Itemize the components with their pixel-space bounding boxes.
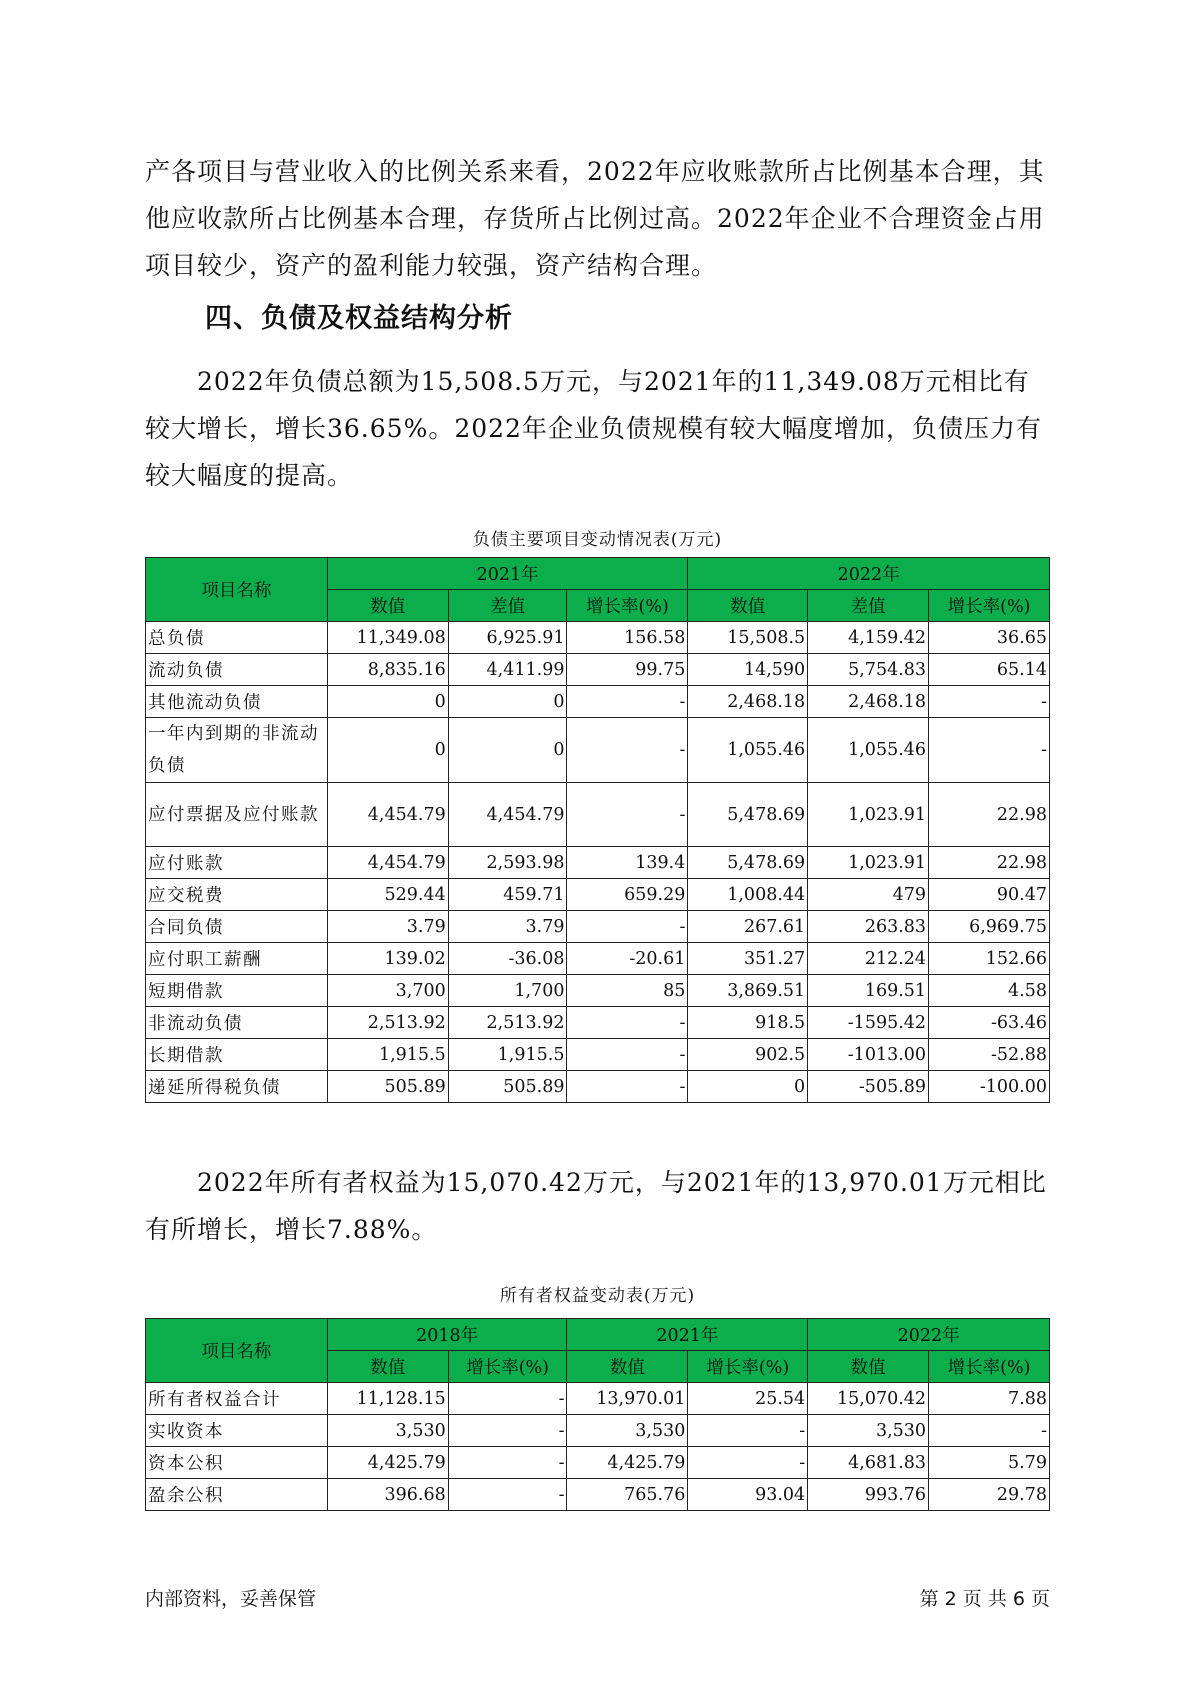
table-row bbox=[146, 654, 1050, 686]
row-label: 短期借款 bbox=[146, 975, 328, 1007]
table-cell: - bbox=[688, 1415, 808, 1447]
table-cell: 6,925.91 bbox=[448, 622, 567, 654]
table-row bbox=[146, 879, 1050, 911]
table-cell: 4,425.79 bbox=[567, 1447, 688, 1479]
paragraph-asset-ratio: 产各项目与营业收入的比例关系来看，2022年应收账款所占比例基本合理，其他应收款所占比例基本合理，存货所占比例过高。2022年企业不合理资金占用项目较少，资产的盈利能力较强，资产结构合理。 bbox=[145, 157, 1045, 280]
table1-sub-header: 数值 bbox=[327, 590, 448, 622]
table-cell: 1,915.5 bbox=[448, 1039, 567, 1071]
table-cell: 2,513.92 bbox=[448, 1007, 567, 1039]
table2-caption: 所有者权益变动表(万元) bbox=[499, 1286, 696, 1306]
table-cell: 2,593.98 bbox=[448, 847, 567, 879]
table2-year-header: 2021年 bbox=[567, 1319, 808, 1351]
table-row bbox=[146, 975, 1050, 1007]
table-cell: 267.61 bbox=[688, 911, 808, 943]
table-cell: 152.66 bbox=[929, 943, 1050, 975]
table-cell: 4,681.83 bbox=[808, 1447, 929, 1479]
table-cell: - bbox=[929, 1415, 1050, 1447]
table-cell: - bbox=[567, 1071, 688, 1103]
table-cell: 4,425.79 bbox=[327, 1447, 448, 1479]
row-label: 长期借款 bbox=[146, 1039, 328, 1071]
table1-sub-header: 差值 bbox=[448, 590, 567, 622]
table-row bbox=[146, 1415, 1050, 1447]
table-cell: 6,969.75 bbox=[929, 911, 1050, 943]
table-cell: 263.83 bbox=[808, 911, 929, 943]
table-cell: 3,530 bbox=[808, 1415, 929, 1447]
table-cell: - bbox=[929, 718, 1050, 783]
table-cell: 4,159.42 bbox=[808, 622, 929, 654]
row-label: 一年内到期的非流动负债 bbox=[146, 718, 328, 783]
table-cell: 459.71 bbox=[448, 879, 567, 911]
table1-year-header: 2022年 bbox=[688, 558, 1050, 590]
table-cell: 0 bbox=[688, 1071, 808, 1103]
table-cell: 0 bbox=[448, 718, 567, 783]
row-label: 盈余公积 bbox=[146, 1479, 328, 1511]
table-cell: 0 bbox=[327, 718, 448, 783]
table-row bbox=[146, 718, 1050, 783]
table-cell: 2,468.18 bbox=[688, 686, 808, 718]
table-cell: 4.58 bbox=[929, 975, 1050, 1007]
table-cell: - bbox=[567, 718, 688, 783]
table-cell: 396.68 bbox=[327, 1479, 448, 1511]
table-cell: 3,530 bbox=[327, 1415, 448, 1447]
table-cell: 3.79 bbox=[448, 911, 567, 943]
table-cell: 529.44 bbox=[327, 879, 448, 911]
table-cell: 5,754.83 bbox=[808, 654, 929, 686]
table-cell: 169.51 bbox=[808, 975, 929, 1007]
table-cell: 4,411.99 bbox=[448, 654, 567, 686]
table-cell: - bbox=[567, 1039, 688, 1071]
row-label: 非流动负债 bbox=[146, 1007, 328, 1039]
table-cell: 1,055.46 bbox=[808, 718, 929, 783]
table-cell: - bbox=[688, 1447, 808, 1479]
table-cell: 0 bbox=[448, 686, 567, 718]
row-label: 递延所得税负债 bbox=[146, 1071, 328, 1103]
table-cell: 1,055.46 bbox=[688, 718, 808, 783]
table-cell: 13,970.01 bbox=[567, 1383, 688, 1415]
table-cell: 505.89 bbox=[448, 1071, 567, 1103]
table-row bbox=[146, 622, 1050, 654]
table-row bbox=[146, 943, 1050, 975]
table-cell: 139.02 bbox=[327, 943, 448, 975]
row-label: 总负债 bbox=[146, 622, 328, 654]
table-cell: 11,128.15 bbox=[327, 1383, 448, 1415]
table2-sub-header: 数值 bbox=[567, 1351, 688, 1383]
footer-confidential-note: 内部资料，妥善保管 bbox=[145, 1588, 317, 1610]
table-cell: 5,478.69 bbox=[688, 783, 808, 847]
table-cell: 156.58 bbox=[567, 622, 688, 654]
row-label: 应付账款 bbox=[146, 847, 328, 879]
paragraph-liabilities: 2022年负债总额为15,508.5万元，与2021年的11,349.08万元相比有较大增长，增长36.65%。2022年企业负债规模有较大幅度增加，负债压力有较大幅度的提高。 bbox=[145, 367, 1042, 490]
table2-sub-header: 增长率(%) bbox=[688, 1351, 808, 1383]
table-cell: 99.75 bbox=[567, 654, 688, 686]
table-cell: -20.61 bbox=[567, 943, 688, 975]
table-cell: 85 bbox=[567, 975, 688, 1007]
table-cell: 212.24 bbox=[808, 943, 929, 975]
table-cell: 1,915.5 bbox=[327, 1039, 448, 1071]
table-row bbox=[146, 911, 1050, 943]
section-heading: 四、负债及权益结构分析 bbox=[205, 303, 513, 334]
table-cell: -100.00 bbox=[929, 1071, 1050, 1103]
row-label: 资本公积 bbox=[146, 1447, 328, 1479]
table-cell: 1,700 bbox=[448, 975, 567, 1007]
table-cell: 351.27 bbox=[688, 943, 808, 975]
row-label: 应交税费 bbox=[146, 879, 328, 911]
table-cell: 15,508.5 bbox=[688, 622, 808, 654]
row-label: 其他流动负债 bbox=[146, 686, 328, 718]
table-cell: - bbox=[567, 686, 688, 718]
table2-sub-header: 数值 bbox=[808, 1351, 929, 1383]
table-cell: 7.88 bbox=[929, 1383, 1050, 1415]
table-row bbox=[146, 847, 1050, 879]
table-cell: 659.29 bbox=[567, 879, 688, 911]
table-cell: - bbox=[448, 1383, 567, 1415]
table-cell: 14,590 bbox=[688, 654, 808, 686]
table2-sub-header: 增长率(%) bbox=[448, 1351, 567, 1383]
table-cell: -52.88 bbox=[929, 1039, 1050, 1071]
table-cell: -1595.42 bbox=[808, 1007, 929, 1039]
table1-caption: 负债主要项目变动情况表(万元) bbox=[472, 530, 723, 550]
table-row bbox=[146, 1007, 1050, 1039]
table2-sub-header: 增长率(%) bbox=[929, 1351, 1050, 1383]
table2-year-header: 2018年 bbox=[327, 1319, 567, 1351]
row-label: 流动负债 bbox=[146, 654, 328, 686]
table-row bbox=[146, 1071, 1050, 1103]
table-row bbox=[146, 1383, 1050, 1415]
table-row bbox=[146, 1039, 1050, 1071]
table-cell: - bbox=[567, 783, 688, 847]
table-cell: 93.04 bbox=[688, 1479, 808, 1511]
table-cell: 918.5 bbox=[688, 1007, 808, 1039]
table1-sub-header: 数值 bbox=[688, 590, 808, 622]
table-cell: 139.4 bbox=[567, 847, 688, 879]
table-cell: 5.79 bbox=[929, 1447, 1050, 1479]
table-row bbox=[146, 1479, 1050, 1511]
table-cell: 3,530 bbox=[567, 1415, 688, 1447]
table1-name-header: 项目名称 bbox=[146, 558, 328, 622]
table-cell: - bbox=[567, 911, 688, 943]
table-cell: 8,835.16 bbox=[327, 654, 448, 686]
table-cell: -1013.00 bbox=[808, 1039, 929, 1071]
table-cell: 22.98 bbox=[929, 783, 1050, 847]
table-cell: 29.78 bbox=[929, 1479, 1050, 1511]
table-cell: 36.65 bbox=[929, 622, 1050, 654]
footer-page-number: 第 2 页 共 6 页 bbox=[919, 1588, 1050, 1610]
table-cell: - bbox=[448, 1479, 567, 1511]
table-cell: 1,008.44 bbox=[688, 879, 808, 911]
row-label: 合同负债 bbox=[146, 911, 328, 943]
table-cell: -63.46 bbox=[929, 1007, 1050, 1039]
table-cell: - bbox=[567, 1007, 688, 1039]
paragraph-equity: 2022年所有者权益为15,070.42万元，与2021年的13,970.01万元相比有所增长，增长7.88%。 bbox=[145, 1168, 1047, 1244]
row-label: 所有者权益合计 bbox=[146, 1383, 328, 1415]
table-cell: 3,700 bbox=[327, 975, 448, 1007]
row-label: 应付职工薪酬 bbox=[146, 943, 328, 975]
table2-name-header: 项目名称 bbox=[146, 1319, 328, 1383]
table-cell: 2,513.92 bbox=[327, 1007, 448, 1039]
table-cell: 902.5 bbox=[688, 1039, 808, 1071]
table-row bbox=[146, 783, 1050, 847]
table-cell: 25.54 bbox=[688, 1383, 808, 1415]
table-cell: - bbox=[929, 686, 1050, 718]
table-cell: 4,454.79 bbox=[327, 783, 448, 847]
table-cell: 90.47 bbox=[929, 879, 1050, 911]
row-label: 应付票据及应付账款 bbox=[146, 783, 328, 847]
table2-year-header: 2022年 bbox=[808, 1319, 1050, 1351]
table1-year-header: 2021年 bbox=[327, 558, 688, 590]
table-cell: 993.76 bbox=[808, 1479, 929, 1511]
table-cell: 765.76 bbox=[567, 1479, 688, 1511]
table-cell: 4,454.79 bbox=[327, 847, 448, 879]
table-cell: 1,023.91 bbox=[808, 783, 929, 847]
table-cell: 4,454.79 bbox=[448, 783, 567, 847]
table-cell: - bbox=[448, 1447, 567, 1479]
table-cell: 15,070.42 bbox=[808, 1383, 929, 1415]
table-cell: 505.89 bbox=[327, 1071, 448, 1103]
row-label: 实收资本 bbox=[146, 1415, 328, 1447]
equity-table bbox=[145, 1318, 1050, 1511]
table-cell: 2,468.18 bbox=[808, 686, 929, 718]
table-row bbox=[146, 686, 1050, 718]
table1-sub-header: 增长率(%) bbox=[567, 590, 688, 622]
table-cell: -505.89 bbox=[808, 1071, 929, 1103]
table-cell: 5,478.69 bbox=[688, 847, 808, 879]
table-cell: 3.79 bbox=[327, 911, 448, 943]
liabilities-table bbox=[145, 557, 1050, 1103]
table-cell: 3,869.51 bbox=[688, 975, 808, 1007]
table1-sub-header: 增长率(%) bbox=[929, 590, 1050, 622]
table2-sub-header: 数值 bbox=[327, 1351, 448, 1383]
table-cell: 11,349.08 bbox=[327, 622, 448, 654]
table-cell: 1,023.91 bbox=[808, 847, 929, 879]
table-cell: 65.14 bbox=[929, 654, 1050, 686]
table-cell: 22.98 bbox=[929, 847, 1050, 879]
table-cell: - bbox=[448, 1415, 567, 1447]
table-cell: 479 bbox=[808, 879, 929, 911]
table-cell: -36.08 bbox=[448, 943, 567, 975]
table-row bbox=[146, 1447, 1050, 1479]
table-cell: 0 bbox=[327, 686, 448, 718]
table1-sub-header: 差值 bbox=[808, 590, 929, 622]
